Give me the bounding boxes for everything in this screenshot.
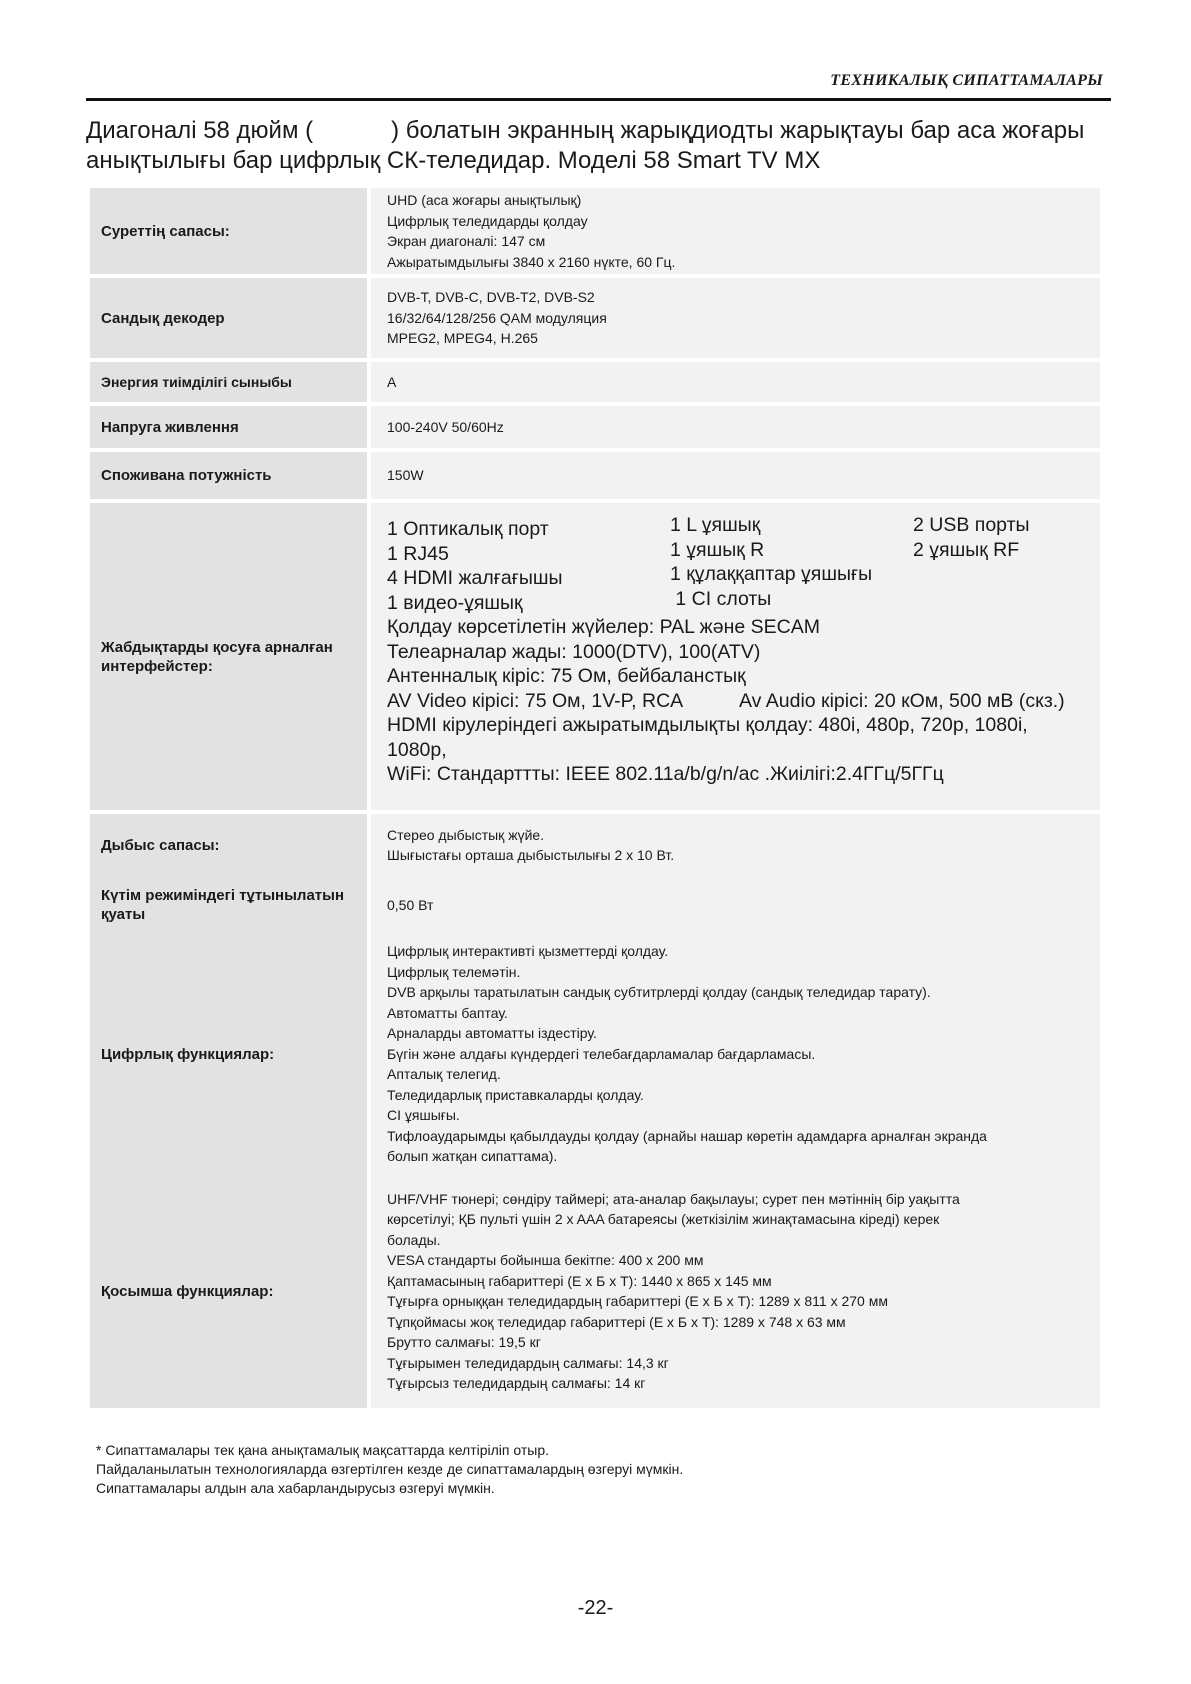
row-energy-class xyxy=(90,362,1100,402)
av-video: AV Video кірісі: 75 Ом, 1V-P, RCA xyxy=(387,689,684,712)
value-line: DVB арқылы таратылатын сандық субтитрлерді қолдау (сандық теледидар тарату). xyxy=(387,984,931,1001)
value-line: 16/32/64/128/256 QAM модуляция xyxy=(387,309,607,326)
value-line: Шығыстағы орташа дыбыстылығы 2 x 10 Вт. xyxy=(387,847,675,863)
row-label: Цифрлық функциялар: xyxy=(101,1045,275,1063)
value-line: Арналарды автоматты іздестіру. xyxy=(387,1025,597,1042)
av-audio: Av Audio кірісі: 20 кОм, 500 мВ (скз.) xyxy=(739,689,1065,712)
value-line: Цифрлық телемәтін. xyxy=(387,963,521,980)
wifi-spec: WiFi: Стандарттты: IEEE 802.11a/b/g/n/ac .Жиілігі:2.4ГГц/5ГГц xyxy=(387,763,944,785)
interface-ports xyxy=(387,513,1090,615)
footnote-line: Сипаттамалары алдын ала хабарландырусыз өзгеруі мүмкін. xyxy=(96,1480,495,1496)
port-item: 1 RJ45 xyxy=(387,542,449,565)
value-line: DVB-T, DVB-C, DVB-T2, DVB-S2 xyxy=(387,289,595,306)
row-label: Жабдықтарды қосуға арналған интерфейстер: xyxy=(90,503,367,810)
value-line: VESA стандарты бойынша бекітпе: 400 x 200 мм xyxy=(387,1252,704,1268)
footnote-line: Пайдаланылатын технологияларда өзгертілген кезде де сипаттамалардың өзгеруі мүмкін. xyxy=(96,1461,684,1477)
interface-line: Қолдау көрсетілетін жүйелер: PAL және SECAM xyxy=(387,616,820,638)
row-label: Суреттің сапасы: xyxy=(90,188,367,274)
footnote-line: * Сипаттамалары тек қана анықтамалық мақсаттарда келтіріліп отыр. xyxy=(96,1442,550,1458)
value-line: Қаптамасының габариттері (Е x Б x Т): 1440 x 865 x 145 мм xyxy=(387,1272,772,1289)
av-inputs xyxy=(387,689,1090,714)
title-part-1: Диагоналі 58 дюйм ( xyxy=(86,117,314,144)
page-number: -22- xyxy=(577,1597,614,1619)
row-picture-quality xyxy=(90,188,1100,274)
value-line: Бүгін және алдағы күндердегі телебағдарламалар бағдарламасы. xyxy=(387,1045,816,1062)
row-label: Дыбыс сапасы: xyxy=(101,836,220,854)
ports-col-1 xyxy=(387,513,670,615)
row-value: A xyxy=(371,362,1100,402)
hdmi-resolutions: HDMI кірулеріндегі ажыратымдылықты қолдау: 480i, 480p, 720p, 1080i, 1080p, xyxy=(387,714,1028,761)
row-value xyxy=(371,278,1100,358)
row-label: Қосымша функциялар: xyxy=(101,1282,274,1300)
document-title xyxy=(86,116,1126,176)
row-value: 100-240V 50/60Hz xyxy=(371,406,1100,448)
value-line: MPEG2, MPEG4, H.265 xyxy=(387,330,538,347)
row-digital-decoder xyxy=(90,278,1100,358)
port-item: 1 құлаққаптар ұяшығы xyxy=(670,563,873,585)
port-item: 1 Оптикалық порт xyxy=(387,518,549,540)
value-line: Цифрлық интерактивті қызметтерді қолдау. xyxy=(387,943,669,960)
value-line: Брутто салмағы: 19,5 кг xyxy=(387,1334,541,1350)
value-line: Теледидарлық приставкаларды қолдау. xyxy=(387,1086,644,1103)
row-interfaces xyxy=(90,503,1100,810)
row-value-sound xyxy=(371,814,1100,876)
value-line: 0,50 Вт xyxy=(387,896,434,913)
interface-line: Антенналық кіріс: 75 Ом, бейбаланстық xyxy=(387,665,746,687)
value-line: Автоматты баптау. xyxy=(387,1004,508,1021)
value-line: Тұпқоймасы жоқ теледидар габариттері (Е x Б x Т): 1289 x 748 x 63 мм xyxy=(387,1313,846,1330)
port-item: 1 CI слоты xyxy=(670,587,772,610)
row-voltage xyxy=(90,406,1100,448)
row-value-extra xyxy=(371,1174,1100,1408)
value-line: Тұғырымен теледидардың салмағы: 14,3 кг xyxy=(387,1354,669,1371)
value-line: көрсетілуі; ҚБ пульті үшін 2 x AAA батареясы (жеткізілім жинақтамасына кіреді) керек xyxy=(387,1211,940,1227)
row-label: Күтім режиміндегі тұтынылатын қуаты xyxy=(101,887,345,923)
port-item: 1 видео-ұяшық xyxy=(387,591,523,614)
value-line: Экран диагоналі: 147 см xyxy=(387,233,546,249)
value-line: Ажыратымдылығы 3840 x 2160 нүкте, 60 Гц. xyxy=(387,253,676,270)
value-line: болады. xyxy=(387,1231,441,1248)
value-line: Стерео дыбыстық жүйе. xyxy=(387,826,545,843)
row-label: Споживана потужність xyxy=(90,452,367,499)
value-line: Апталық телегид. xyxy=(387,1066,501,1083)
value-line: CI ұяшығы. xyxy=(387,1107,460,1124)
row-value-standby xyxy=(371,876,1100,934)
spec-table xyxy=(90,188,1100,1408)
row-label: Энергия тиімділігі сыныбы xyxy=(90,362,367,402)
value-column xyxy=(371,814,1100,1408)
value-line: UHF/VHF тюнері; сөндіру таймері; ата-аналар бақылауы; сурет пен мәтіннің бір уақытта xyxy=(387,1190,960,1207)
ports-col-2 xyxy=(670,513,913,615)
row-value-digital xyxy=(371,934,1100,1174)
row-group-functions xyxy=(90,814,1100,1408)
port-item: 1 ұяшық R xyxy=(670,538,765,561)
row-label: Напруга живлення xyxy=(90,406,367,448)
value-line: Тұғырға орныққан теледидардың габариттері (Е x Б x Т): 1289 x 811 x 270 мм xyxy=(387,1293,888,1309)
value-line: болып жатқан сипаттама). xyxy=(387,1148,558,1165)
row-value xyxy=(371,503,1100,810)
page-header xyxy=(86,70,1111,101)
section-title: ТЕХНИКАЛЫҚ СИПАТТАМАЛАРЫ xyxy=(830,72,1103,89)
value-line: UHD (аса жоғары анықтылық) xyxy=(387,192,582,208)
title-part-2: ) болатын экранның жарықдиодты жарықтауы бар аса жоғары анықтылығы бар цифрлық СК-теледидар. Моделі 58 Smart TV MX xyxy=(86,117,1085,174)
port-item: 2 USB порты xyxy=(913,514,1030,536)
label-column xyxy=(90,814,367,1408)
row-value: 150W xyxy=(371,452,1100,499)
value-line: Тифлоаударымды қабылдауды қолдау (арнайы нашар көретін адамдарға арналған экранда xyxy=(387,1127,987,1144)
port-item: 1 L ұяшық xyxy=(670,514,761,536)
row-power xyxy=(90,452,1100,499)
row-value xyxy=(371,188,1100,274)
port-item: 2 ұяшық RF xyxy=(913,538,1020,561)
ports-col-3 xyxy=(913,513,1030,615)
value-line: Тұғырсыз теледидардың салмағы: 14 кг xyxy=(387,1375,646,1391)
value-line: Цифрлық теледидарды қолдау xyxy=(387,212,588,229)
footnote xyxy=(96,1441,683,1498)
port-item: 4 HDMI жалғағышы xyxy=(387,567,563,589)
row-label: Сандық декодер xyxy=(90,278,367,358)
interface-line: Телеарналар жады: 1000(DTV), 100(ATV) xyxy=(387,640,761,663)
